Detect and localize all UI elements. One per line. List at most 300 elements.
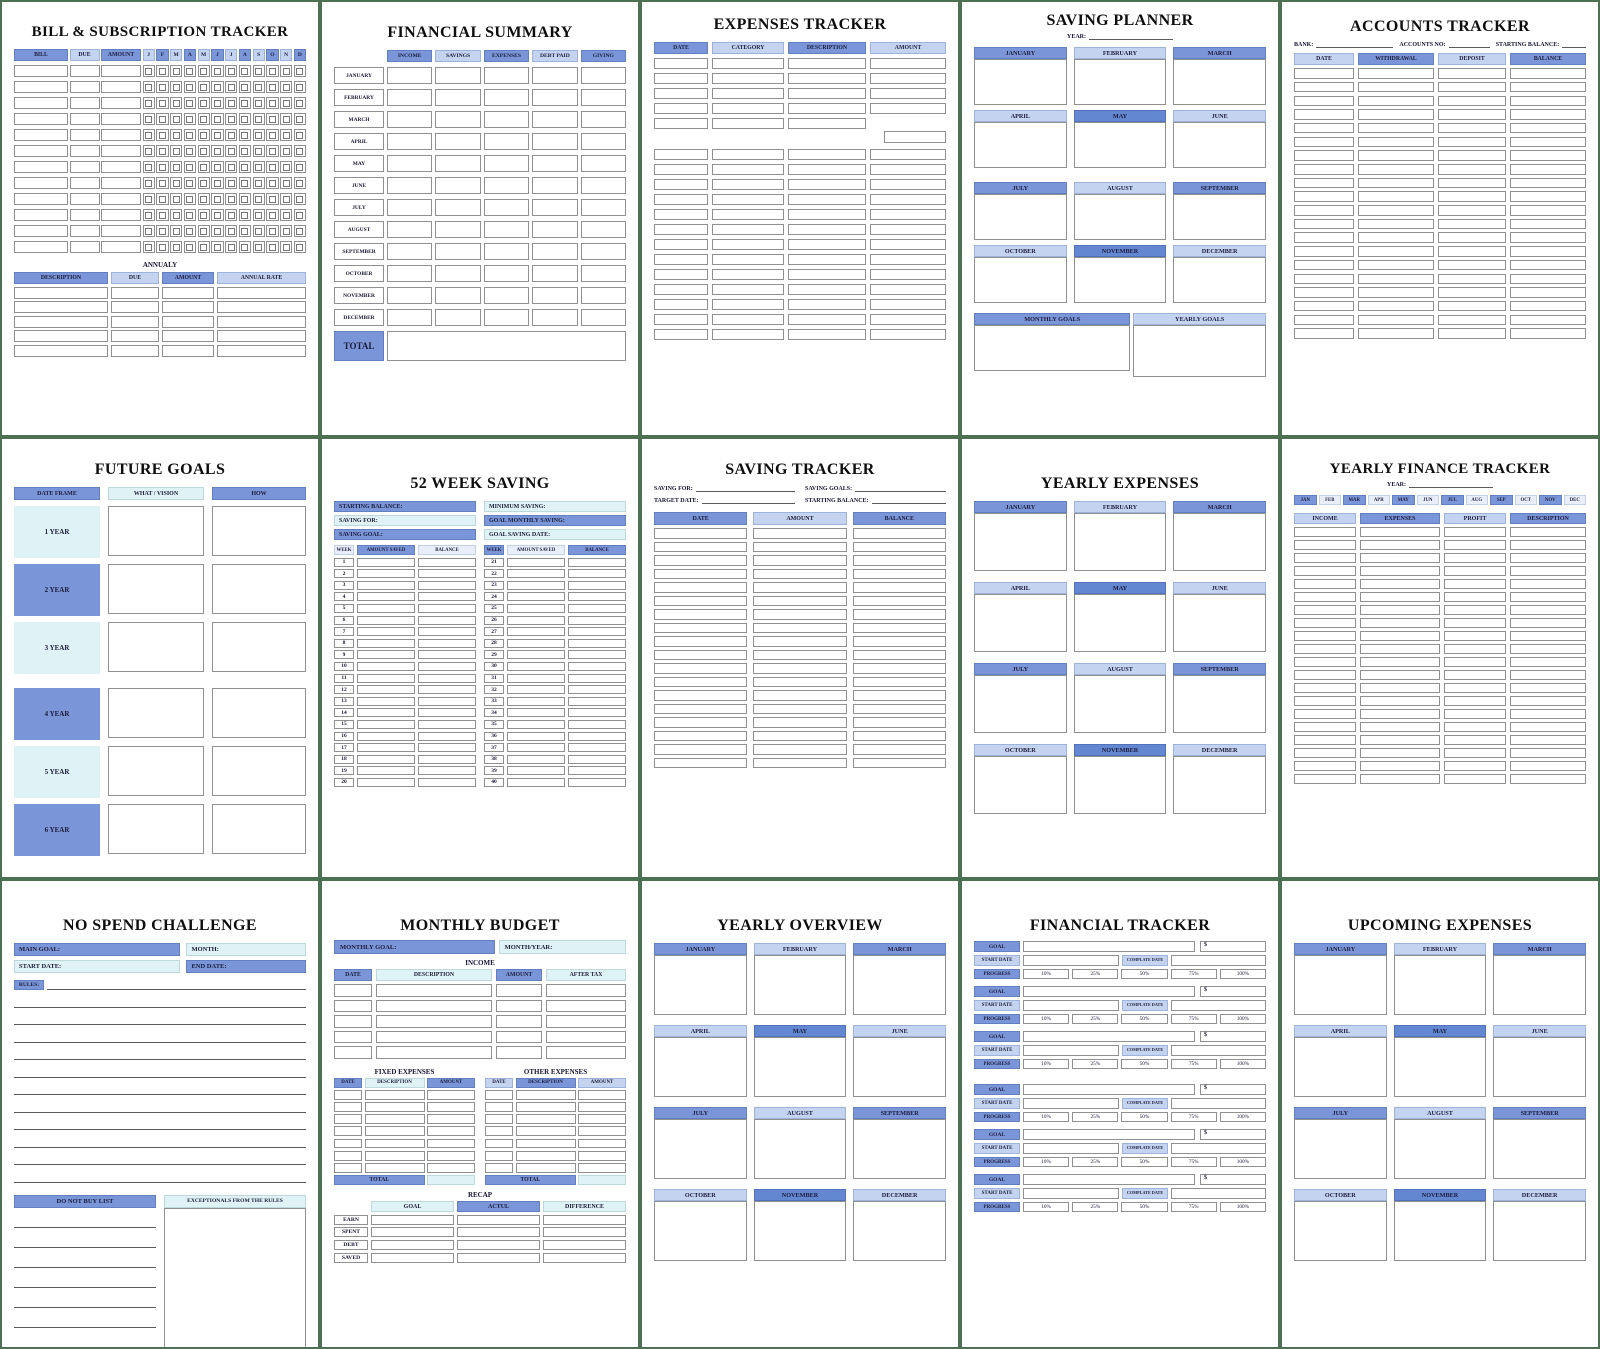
input-cell[interactable]: [654, 704, 747, 715]
balance-input[interactable]: [418, 674, 476, 683]
amount-saved-input[interactable]: [507, 685, 565, 694]
month-checkbox[interactable]: [294, 209, 306, 221]
input-cell[interactable]: [1438, 82, 1506, 93]
input-cell[interactable]: [101, 97, 141, 109]
input-cell[interactable]: [70, 65, 100, 77]
input-cell[interactable]: [532, 221, 577, 238]
fill-line[interactable]: [696, 484, 795, 492]
input-cell[interactable]: [1294, 579, 1356, 589]
month-notes-input[interactable]: [1394, 1201, 1487, 1261]
input-cell[interactable]: [1444, 644, 1506, 654]
input-cell[interactable]: [1444, 553, 1506, 563]
input-cell[interactable]: [853, 623, 946, 634]
balance-input[interactable]: [568, 732, 626, 741]
input-cell[interactable]: [435, 243, 480, 260]
input-cell[interactable]: [1510, 150, 1586, 161]
month-checkbox[interactable]: [294, 97, 306, 109]
month-notes-input[interactable]: [1173, 122, 1266, 168]
month-checkbox[interactable]: [294, 129, 306, 141]
input-cell[interactable]: [1358, 246, 1434, 257]
saving-field[interactable]: MINIMUM SAVING:: [484, 501, 626, 512]
rules-line[interactable]: [14, 1148, 306, 1166]
input-cell[interactable]: [654, 224, 708, 236]
input-cell[interactable]: [753, 623, 846, 634]
complete-date-input[interactable]: [1171, 1045, 1266, 1056]
month-checkbox[interactable]: [253, 97, 265, 109]
start-date-input[interactable]: [1023, 1188, 1119, 1199]
input-cell[interactable]: [371, 1215, 454, 1225]
month-checkbox[interactable]: [143, 225, 155, 237]
input-cell[interactable]: [1358, 301, 1434, 312]
input-cell[interactable]: [1510, 328, 1586, 339]
exceptions-input[interactable]: [164, 1208, 306, 1349]
challenge-field[interactable]: END DATE:: [186, 960, 306, 973]
month-checkbox[interactable]: [239, 145, 251, 157]
progress-percent-cell[interactable]: 50%: [1121, 1059, 1167, 1069]
input-cell[interactable]: [1294, 527, 1356, 537]
month-checkbox[interactable]: [225, 97, 237, 109]
challenge-field[interactable]: MAIN GOAL:: [14, 943, 180, 956]
input-cell[interactable]: [581, 89, 626, 106]
input-cell[interactable]: [1510, 68, 1586, 79]
balance-input[interactable]: [568, 581, 626, 590]
input-cell[interactable]: [334, 1139, 362, 1149]
input-cell[interactable]: [712, 164, 784, 176]
input-cell[interactable]: [371, 1253, 454, 1263]
input-cell[interactable]: [387, 67, 432, 84]
rules-line[interactable]: [14, 1095, 306, 1113]
month-checkbox[interactable]: [266, 177, 278, 189]
month-checkbox[interactable]: [184, 225, 196, 237]
input-cell[interactable]: [516, 1102, 576, 1112]
balance-input[interactable]: [568, 616, 626, 625]
input-cell[interactable]: [14, 113, 68, 125]
input-cell[interactable]: [654, 103, 708, 115]
input-cell[interactable]: [1510, 605, 1586, 615]
balance-input[interactable]: [568, 558, 626, 567]
do-not-buy-line[interactable]: [14, 1208, 156, 1228]
input-cell[interactable]: [1358, 328, 1434, 339]
do-not-buy-line[interactable]: [14, 1328, 156, 1348]
input-cell[interactable]: [14, 193, 68, 205]
input-cell[interactable]: [334, 1102, 362, 1112]
month-checkbox[interactable]: [198, 129, 210, 141]
input-cell[interactable]: [654, 254, 708, 266]
month-checkbox[interactable]: [170, 81, 182, 93]
input-cell[interactable]: [1438, 219, 1506, 230]
fill-line[interactable]: [702, 496, 795, 504]
input-cell[interactable]: [70, 161, 100, 173]
input-cell[interactable]: [1438, 328, 1506, 339]
vision-input[interactable]: [108, 746, 204, 796]
input-cell[interactable]: [485, 1090, 513, 1100]
month-notes-input[interactable]: [974, 675, 1067, 733]
do-not-buy-line[interactable]: [14, 1288, 156, 1308]
complete-date-input[interactable]: [1171, 1143, 1266, 1154]
month-notes-input[interactable]: [1493, 1201, 1586, 1261]
input-cell[interactable]: [1294, 96, 1354, 107]
input-cell[interactable]: [1294, 205, 1354, 216]
input-cell[interactable]: [853, 582, 946, 593]
month-checkbox[interactable]: [239, 129, 251, 141]
balance-input[interactable]: [418, 720, 476, 729]
month-checkbox[interactable]: [198, 113, 210, 125]
saving-field[interactable]: SAVING FOR:: [334, 515, 476, 526]
progress-percent-cell[interactable]: 75%: [1171, 1059, 1217, 1069]
input-cell[interactable]: [853, 542, 946, 553]
input-cell[interactable]: [111, 345, 159, 357]
amount-saved-input[interactable]: [357, 558, 415, 567]
input-cell[interactable]: [654, 118, 708, 130]
month-checkbox[interactable]: [143, 81, 155, 93]
input-cell[interactable]: [543, 1253, 626, 1263]
month-checkbox[interactable]: [198, 241, 210, 253]
input-cell[interactable]: [712, 149, 784, 161]
input-cell[interactable]: [788, 284, 866, 296]
input-cell[interactable]: [1510, 748, 1586, 758]
input-cell[interactable]: [1510, 137, 1586, 148]
input-cell[interactable]: [712, 58, 784, 70]
input-cell[interactable]: [1360, 566, 1440, 576]
amount-saved-input[interactable]: [507, 558, 565, 567]
do-not-buy-line[interactable]: [14, 1308, 156, 1328]
input-cell[interactable]: [1510, 260, 1586, 271]
amount-saved-input[interactable]: [507, 732, 565, 741]
month-checkbox[interactable]: [280, 241, 292, 253]
input-cell[interactable]: [712, 224, 784, 236]
input-cell[interactable]: [1360, 761, 1440, 771]
input-cell[interactable]: [516, 1114, 576, 1124]
month-checkbox[interactable]: [239, 177, 251, 189]
start-date-input[interactable]: [1023, 1000, 1119, 1011]
input-cell[interactable]: [788, 299, 866, 311]
input-cell[interactable]: [1444, 696, 1506, 706]
how-input[interactable]: [212, 688, 306, 738]
input-cell[interactable]: [1510, 618, 1586, 628]
input-cell[interactable]: [1438, 260, 1506, 271]
input-cell[interactable]: [788, 118, 866, 130]
input-cell[interactable]: [1358, 137, 1434, 148]
input-cell[interactable]: [581, 221, 626, 238]
input-cell[interactable]: [1360, 722, 1440, 732]
balance-input[interactable]: [418, 650, 476, 659]
input-cell[interactable]: [853, 650, 946, 661]
input-cell[interactable]: [365, 1163, 425, 1173]
input-cell[interactable]: [654, 209, 708, 221]
input-cell[interactable]: [334, 1031, 372, 1044]
input-cell[interactable]: [1438, 123, 1506, 134]
input-cell[interactable]: [1438, 205, 1506, 216]
month-checkbox[interactable]: [170, 241, 182, 253]
input-cell[interactable]: [581, 199, 626, 216]
input-cell[interactable]: [1444, 735, 1506, 745]
amount-saved-input[interactable]: [357, 604, 415, 613]
input-cell[interactable]: [1360, 540, 1440, 550]
vision-input[interactable]: [108, 564, 204, 614]
month-notes-input[interactable]: [1074, 756, 1167, 814]
input-cell[interactable]: [870, 209, 946, 221]
input-cell[interactable]: [516, 1090, 576, 1100]
input-cell[interactable]: [578, 1139, 626, 1149]
input-cell[interactable]: [376, 1031, 492, 1044]
month-notes-input[interactable]: [1394, 955, 1487, 1015]
input-cell[interactable]: [427, 1102, 475, 1112]
input-cell[interactable]: [870, 58, 946, 70]
input-cell[interactable]: [485, 1163, 513, 1173]
month-checkbox[interactable]: [253, 209, 265, 221]
input-cell[interactable]: [546, 1015, 626, 1028]
input-cell[interactable]: [1510, 301, 1586, 312]
input-cell[interactable]: [1294, 287, 1354, 298]
dollar-amount-cell[interactable]: $: [1200, 1174, 1266, 1185]
month-checkbox[interactable]: [225, 129, 237, 141]
amount-saved-input[interactable]: [507, 662, 565, 671]
month-checkbox[interactable]: [225, 209, 237, 221]
month-notes-input[interactable]: [754, 1037, 847, 1097]
input-cell[interactable]: [1510, 761, 1586, 771]
input-cell[interactable]: [853, 731, 946, 742]
input-cell[interactable]: [1294, 657, 1356, 667]
input-cell[interactable]: [1444, 761, 1506, 771]
balance-input[interactable]: [418, 639, 476, 648]
month-checkbox[interactable]: [266, 97, 278, 109]
month-checkbox[interactable]: [266, 145, 278, 157]
month-notes-input[interactable]: [754, 955, 847, 1015]
month-checkbox[interactable]: [184, 145, 196, 157]
month-checkbox[interactable]: [156, 97, 168, 109]
input-cell[interactable]: [1358, 109, 1434, 120]
input-cell[interactable]: [1360, 618, 1440, 628]
input-cell[interactable]: [654, 58, 708, 70]
input-cell[interactable]: [516, 1126, 576, 1136]
month-checkbox[interactable]: [253, 81, 265, 93]
start-date-input[interactable]: [1023, 955, 1119, 966]
rules-line[interactable]: [14, 1025, 306, 1043]
input-cell[interactable]: [1294, 68, 1354, 79]
input-cell[interactable]: [334, 1090, 362, 1100]
progress-percent-cell[interactable]: 25%: [1072, 1059, 1118, 1069]
input-cell[interactable]: [1438, 96, 1506, 107]
month-notes-input[interactable]: [654, 1037, 747, 1097]
input-cell[interactable]: [532, 67, 577, 84]
monthly-goals-input[interactable]: [974, 325, 1130, 371]
month-year-field[interactable]: MONTH/YEAR:: [499, 940, 626, 954]
progress-percent-cell[interactable]: 75%: [1171, 1112, 1217, 1122]
progress-percent-cell[interactable]: 50%: [1121, 1157, 1167, 1167]
month-checkbox[interactable]: [294, 177, 306, 189]
input-cell[interactable]: [753, 744, 846, 755]
month-notes-input[interactable]: [1074, 675, 1167, 733]
month-notes-input[interactable]: [974, 756, 1067, 814]
amount-saved-input[interactable]: [357, 662, 415, 671]
input-cell[interactable]: [217, 330, 306, 342]
amount-saved-input[interactable]: [507, 766, 565, 775]
input-cell[interactable]: [870, 103, 946, 115]
input-cell[interactable]: [870, 88, 946, 100]
input-cell[interactable]: [853, 690, 946, 701]
input-cell[interactable]: [581, 133, 626, 150]
input-cell[interactable]: [753, 555, 846, 566]
input-cell[interactable]: [1510, 644, 1586, 654]
input-cell[interactable]: [870, 224, 946, 236]
input-cell[interactable]: [532, 243, 577, 260]
progress-percent-cell[interactable]: 25%: [1072, 1202, 1118, 1212]
input-cell[interactable]: [484, 155, 529, 172]
input-cell[interactable]: [654, 623, 747, 634]
progress-percent-cell[interactable]: 10%: [1023, 1202, 1069, 1212]
input-cell[interactable]: [387, 243, 432, 260]
input-cell[interactable]: [1510, 274, 1586, 285]
input-cell[interactable]: [1360, 696, 1440, 706]
input-cell[interactable]: [712, 329, 784, 341]
progress-percent-cell[interactable]: 75%: [1171, 969, 1217, 979]
input-cell[interactable]: [788, 239, 866, 251]
month-checkbox[interactable]: [253, 129, 265, 141]
input-cell[interactable]: [753, 704, 846, 715]
input-cell[interactable]: [712, 299, 784, 311]
balance-input[interactable]: [418, 685, 476, 694]
input-cell[interactable]: [1294, 553, 1356, 563]
month-checkbox[interactable]: [280, 145, 292, 157]
input-cell[interactable]: [1358, 82, 1434, 93]
input-cell[interactable]: [654, 663, 747, 674]
month-checkbox[interactable]: [143, 113, 155, 125]
input-cell[interactable]: [387, 221, 432, 238]
month-notes-input[interactable]: [1173, 257, 1266, 303]
month-checkbox[interactable]: [266, 225, 278, 237]
year-fill-line[interactable]: [1409, 480, 1493, 488]
input-cell[interactable]: [1360, 527, 1440, 537]
month-checkbox[interactable]: [294, 241, 306, 253]
complete-date-input[interactable]: [1171, 1000, 1266, 1011]
saving-field[interactable]: GOAL MONTHLY SAVING:: [484, 515, 626, 526]
input-cell[interactable]: [1294, 683, 1356, 693]
goal-input[interactable]: [1023, 1174, 1195, 1185]
total-input[interactable]: [387, 331, 626, 361]
month-checkbox[interactable]: [211, 81, 223, 93]
balance-input[interactable]: [568, 674, 626, 683]
input-cell[interactable]: [1438, 301, 1506, 312]
input-cell[interactable]: [14, 161, 68, 173]
amount-saved-input[interactable]: [507, 674, 565, 683]
input-cell[interactable]: [853, 744, 946, 755]
month-checkbox[interactable]: [143, 161, 155, 173]
input-cell[interactable]: [753, 596, 846, 607]
input-cell[interactable]: [70, 209, 100, 221]
dollar-amount-cell[interactable]: $: [1200, 1031, 1266, 1042]
input-cell[interactable]: [1294, 232, 1354, 243]
input-cell[interactable]: [496, 1000, 542, 1013]
month-notes-input[interactable]: [1173, 513, 1266, 571]
input-cell[interactable]: [14, 177, 68, 189]
input-cell[interactable]: [14, 225, 68, 237]
input-cell[interactable]: [387, 89, 432, 106]
input-cell[interactable]: [546, 1046, 626, 1059]
progress-percent-cell[interactable]: 50%: [1121, 1014, 1167, 1024]
goal-input[interactable]: [1023, 986, 1195, 997]
vision-input[interactable]: [108, 688, 204, 738]
amount-saved-input[interactable]: [507, 616, 565, 625]
input-cell[interactable]: [788, 314, 866, 326]
input-cell[interactable]: [788, 58, 866, 70]
month-checkbox[interactable]: [184, 113, 196, 125]
input-cell[interactable]: [70, 225, 100, 237]
how-input[interactable]: [212, 622, 306, 672]
month-checkbox[interactable]: [143, 209, 155, 221]
input-cell[interactable]: [427, 1139, 475, 1149]
input-cell[interactable]: [496, 1031, 542, 1044]
input-cell[interactable]: [334, 984, 372, 997]
input-cell[interactable]: [853, 677, 946, 688]
input-cell[interactable]: [1444, 605, 1506, 615]
input-cell[interactable]: [1294, 631, 1356, 641]
month-notes-input[interactable]: [974, 59, 1067, 105]
input-cell[interactable]: [578, 1114, 626, 1124]
input-cell[interactable]: [1444, 683, 1506, 693]
month-checkbox[interactable]: [170, 65, 182, 77]
input-cell[interactable]: [1510, 205, 1586, 216]
input-cell[interactable]: [654, 329, 708, 341]
input-cell[interactable]: [1358, 315, 1434, 326]
balance-input[interactable]: [418, 569, 476, 578]
amount-saved-input[interactable]: [507, 650, 565, 659]
input-cell[interactable]: [712, 209, 784, 221]
input-cell[interactable]: [427, 1151, 475, 1161]
month-checkbox[interactable]: [266, 161, 278, 173]
input-cell[interactable]: [870, 179, 946, 191]
dollar-amount-cell[interactable]: $: [1200, 1084, 1266, 1095]
progress-percent-cell[interactable]: 10%: [1023, 1112, 1069, 1122]
input-cell[interactable]: [14, 301, 108, 313]
month-notes-input[interactable]: [654, 1201, 747, 1261]
input-cell[interactable]: [365, 1102, 425, 1112]
amount-saved-input[interactable]: [357, 685, 415, 694]
month-checkbox[interactable]: [156, 129, 168, 141]
balance-input[interactable]: [568, 569, 626, 578]
rules-line[interactable]: [14, 1043, 306, 1061]
rules-line[interactable]: [14, 1078, 306, 1096]
input-cell[interactable]: [387, 287, 432, 304]
amount-saved-input[interactable]: [357, 616, 415, 625]
month-checkbox[interactable]: [184, 193, 196, 205]
month-checkbox[interactable]: [170, 97, 182, 109]
input-cell[interactable]: [578, 1163, 626, 1173]
input-cell[interactable]: [788, 88, 866, 100]
input-cell[interactable]: [788, 269, 866, 281]
month-checkbox[interactable]: [280, 209, 292, 221]
input-cell[interactable]: [1294, 219, 1354, 230]
month-checkbox[interactable]: [225, 65, 237, 77]
progress-percent-cell[interactable]: 75%: [1171, 1014, 1217, 1024]
amount-saved-input[interactable]: [357, 743, 415, 752]
input-cell[interactable]: [543, 1227, 626, 1237]
input-cell[interactable]: [484, 177, 529, 194]
input-cell[interactable]: [101, 113, 141, 125]
input-cell[interactable]: [1438, 191, 1506, 202]
input-cell[interactable]: [753, 677, 846, 688]
month-checkbox[interactable]: [266, 113, 278, 125]
month-checkbox[interactable]: [266, 81, 278, 93]
input-cell[interactable]: [1294, 605, 1356, 615]
input-cell[interactable]: [1358, 68, 1434, 79]
input-cell[interactable]: [712, 73, 784, 85]
input-cell[interactable]: [1294, 592, 1356, 602]
input-cell[interactable]: [435, 221, 480, 238]
month-checkbox[interactable]: [280, 193, 292, 205]
goal-input[interactable]: [1023, 941, 1195, 952]
input-cell[interactable]: [1510, 527, 1586, 537]
input-cell[interactable]: [365, 1139, 425, 1149]
